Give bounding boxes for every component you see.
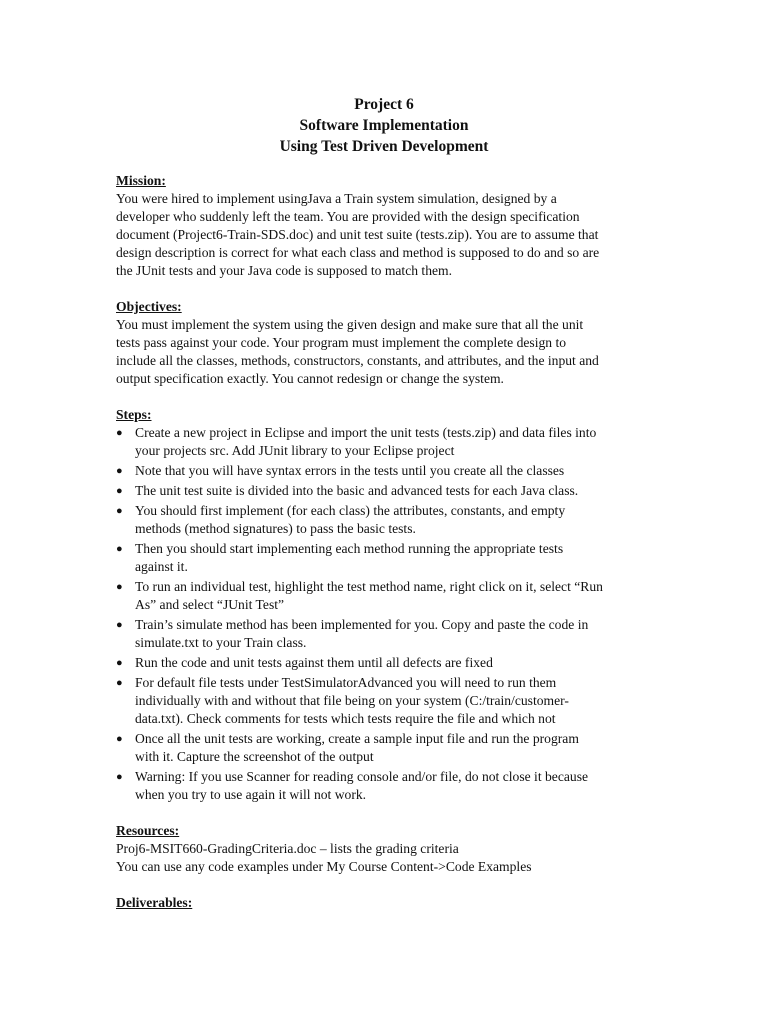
objectives-line: output specification exactly. You cannot redesign or change the system. <box>116 371 504 386</box>
step-line: Run the code and unit tests against them until all defects are fixed <box>135 655 493 670</box>
objectives-line: tests pass against your code. Your program must implement the complete design to <box>116 335 567 350</box>
step-line: To run an individual test, highlight the test method name, right click on it, select “Run <box>135 579 603 594</box>
step-line: with it. Capture the screenshot of the output <box>135 749 374 764</box>
steps-list <box>116 424 656 804</box>
resources-line: You can use any code examples under My Course Content->Code Examples <box>116 859 532 874</box>
step-item <box>116 482 656 500</box>
mission-line: the JUnit tests and your Java code is supposed to match them. <box>116 263 453 278</box>
step-item <box>116 654 656 672</box>
bullet-icon: ● <box>116 677 123 689</box>
step-line: when you try to use again it will not work. <box>135 787 367 802</box>
title-block <box>0 94 768 157</box>
step-item <box>116 674 656 728</box>
step-line: Then you should start implementing each method running the appropriate tests <box>135 541 564 556</box>
mission-heading: Mission: <box>116 173 166 188</box>
objectives-heading: Objectives: <box>116 299 182 314</box>
step-line: individually with and without that file being on your system (C:/train/customer- <box>135 693 569 708</box>
step-item <box>116 540 656 576</box>
step-line: methods (method signatures) to pass the basic tests. <box>135 521 416 536</box>
step-line: your projects src. Add JUnit library to your Eclipse project <box>135 443 455 458</box>
objectives-paragraph <box>116 316 656 388</box>
title-line-3: Using Test Driven Development <box>279 138 489 155</box>
bullet-icon: ● <box>116 657 123 669</box>
bullet-icon: ● <box>116 619 123 631</box>
objectives-line: You must implement the system using the given design and make sure that all the unit <box>116 317 584 332</box>
step-item <box>116 616 656 652</box>
bullet-icon: ● <box>116 733 123 745</box>
step-line: Train’s simulate method has been implemented for you. Copy and paste the code in <box>135 617 589 632</box>
bullet-icon: ● <box>116 581 123 593</box>
step-item <box>116 424 656 460</box>
step-line: Note that you will have syntax errors in the tests until you create all the classes <box>135 463 565 478</box>
objectives-line: include all the classes, methods, constructors, constants, and attributes, and the input and <box>116 353 599 368</box>
steps-heading: Steps: <box>116 407 152 422</box>
step-line: against it. <box>135 559 188 574</box>
resources-section <box>116 822 656 876</box>
resources-paragraph <box>116 840 656 876</box>
document-body <box>116 172 656 930</box>
bullet-icon: ● <box>116 427 123 439</box>
step-line: For default file tests under TestSimulatorAdvanced you will need to run them <box>135 675 557 690</box>
objectives-section <box>116 298 656 388</box>
resources-heading: Resources: <box>116 823 180 838</box>
resources-line: Proj6-MSIT660-GradingCriteria.doc – lists the grading criteria <box>116 841 459 856</box>
mission-line: You were hired to implement usingJava a Train system simulation, designed by a <box>116 191 557 206</box>
step-item <box>116 730 656 766</box>
step-item <box>116 768 656 804</box>
step-item <box>116 578 656 614</box>
bullet-icon: ● <box>116 505 123 517</box>
title-line-2: Software Implementation <box>299 117 469 134</box>
step-item <box>116 462 656 480</box>
bullet-icon: ● <box>116 543 123 555</box>
step-line: As” and select “JUnit Test” <box>135 597 285 612</box>
title-line-1: Project 6 <box>354 96 414 113</box>
step-line: Create a new project in Eclipse and import the unit tests (tests.zip) and data files into <box>135 425 597 440</box>
step-item <box>116 502 656 538</box>
step-line: simulate.txt to your Train class. <box>135 635 307 650</box>
steps-section <box>116 406 656 804</box>
step-line: data.txt). Check comments for tests which tests require the file and which not <box>135 711 556 726</box>
step-line: The unit test suite is divided into the basic and advanced tests for each Java class. <box>135 483 579 498</box>
deliverables-section <box>116 894 656 912</box>
bullet-icon: ● <box>116 771 123 783</box>
deliverables-heading: Deliverables: <box>116 895 193 910</box>
mission-section <box>116 172 656 280</box>
step-line: Once all the unit tests are working, create a sample input file and run the program <box>135 731 579 746</box>
bullet-icon: ● <box>116 465 123 477</box>
mission-paragraph <box>116 190 656 280</box>
bullet-icon: ● <box>116 485 123 497</box>
mission-line: developer who suddenly left the team. You are provided with the design specification <box>116 209 580 224</box>
mission-line: design description is correct for what each class and method is supposed to do and so are <box>116 245 600 260</box>
mission-line: document (Project6-Train-SDS.doc) and unit test suite (tests.zip). You are to assume that <box>116 227 599 242</box>
step-line: Warning: If you use Scanner for reading console and/or file, do not close it because <box>135 769 589 784</box>
step-line: You should first implement (for each class) the attributes, constants, and empty <box>135 503 566 518</box>
